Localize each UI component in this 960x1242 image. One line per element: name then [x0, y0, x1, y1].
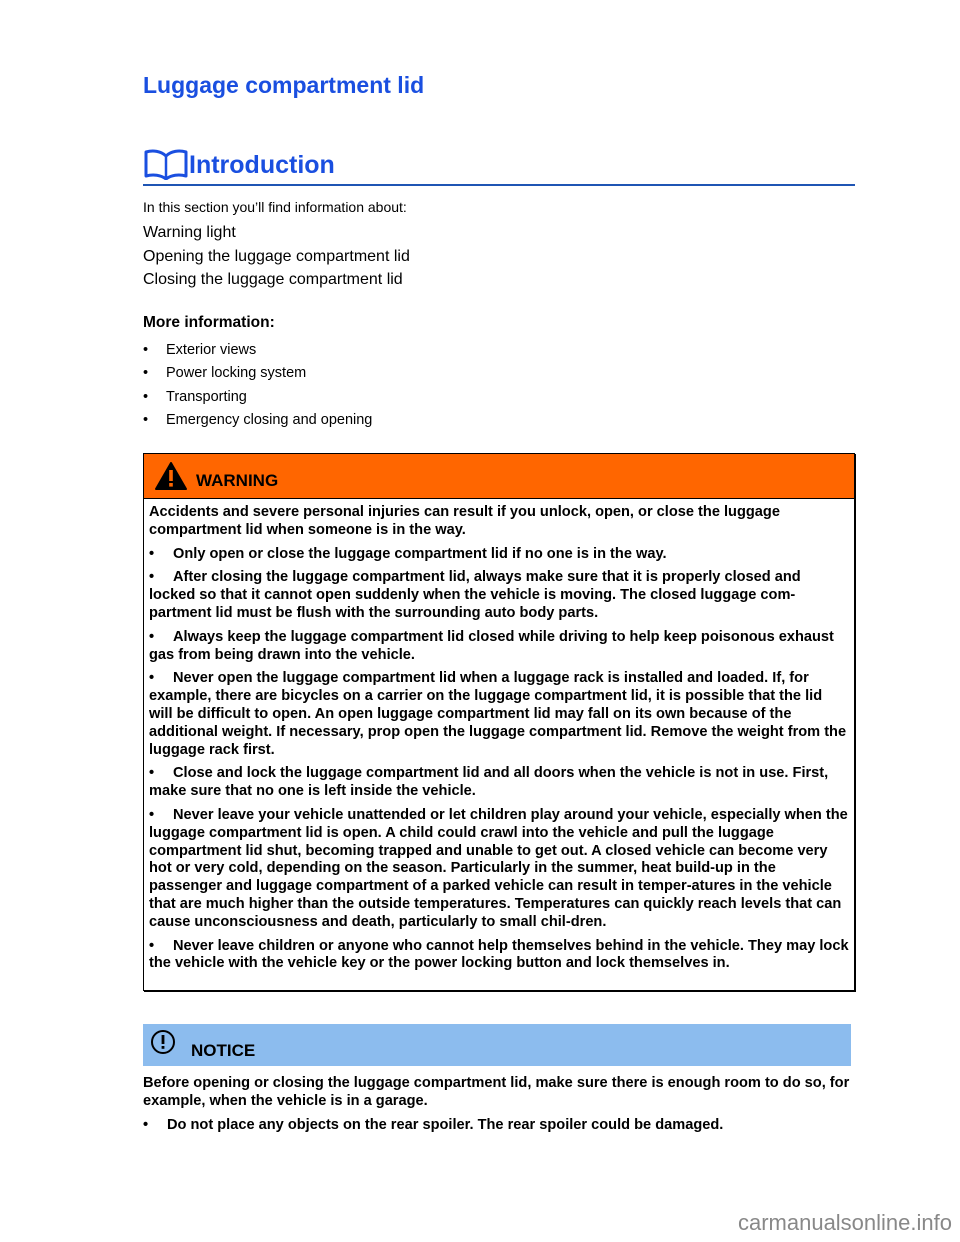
warning-item: • Never leave your vehicle unattended or let children play around your vehicle, especially when the luggage compartment lid is open. A child could crawl into the vehicle and pull the luggage compartment lid shut, becoming trapped and unable to get out. A closed vehicle can become very hot or very cold, depending on the season. Particularly in the summer, heat build-up in the passenger and luggage compartment of a parked vehicle can result in temper-atures in the vehicle that are much higher than the outside temperatures. Temperatures can quickly reach levels that can cause unconsciousness and death, particularly to small chil-dren.: [149, 806, 848, 930]
notice-intro: Before opening or closing the luggage compartment lid, make sure there is enough room to do so, for example, when the vehicle is in a garage.: [143, 1075, 850, 1109]
warning-item: • After closing the luggage compartment lid, always make sure that it is properly closed and locked so that it cannot open suddenly when the vehicle is moving. The closed luggage com-partment lid must be flush with the surrounding auto body parts.: [149, 569, 801, 621]
more-info-list: [143, 341, 372, 434]
warning-item: • Never open the luggage compartment lid when a luggage rack is installed and loaded. If, for example, there are bicycles on a carrier on the luggage compartment lid, it is possible that the lid will be difficult to open. An open luggage compartment lid may fall on its own because of the additional weight. If necessary, prop open the luggage compartment lid. Remove the weight from the luggage rack first.: [149, 670, 847, 758]
warning-box: [143, 453, 855, 991]
link-closing-lid[interactable]: Closing the luggage compartment lid: [143, 271, 403, 288]
notice-header: [143, 1024, 851, 1066]
warning-item: • Never leave children or anyone who cannot help themselves behind in the vehicle. They may lock the vehicle with the vehicle key or the power locking button and lock themselves in.: [149, 937, 849, 972]
topic-links: [143, 223, 410, 294]
intro-lead: In this section you’ll find information about:: [143, 199, 407, 215]
intro-header: [143, 146, 855, 186]
notice-item: • Do not place any objects on the rear spoiler. The rear spoiler could be damaged.: [143, 1116, 724, 1133]
notice-exclamation-icon: [150, 1029, 176, 1055]
warning-body: [144, 499, 854, 973]
list-item[interactable]: • Power locking system: [143, 364, 372, 387]
watermark: carmanualsonline.info: [737, 1210, 952, 1235]
link-opening-lid[interactable]: Opening the luggage compartment lid: [143, 247, 410, 265]
list-item[interactable]: • Exterior views: [143, 341, 372, 364]
list-item[interactable]: • Transporting: [143, 388, 372, 411]
warning-triangle-icon: [154, 461, 188, 491]
notice-body: [143, 1075, 855, 1140]
more-info-heading: More information:: [143, 314, 275, 331]
link-warning-light[interactable]: Warning light: [143, 224, 236, 241]
more-info-emergency[interactable]: Emergency closing and opening: [166, 411, 373, 428]
notice-label: NOTICE: [191, 1041, 256, 1060]
warning-item: • Close and lock the luggage compartment lid and all doors when the vehicle is not in use. First, make sure that no one is left inside the vehicle.: [149, 765, 829, 800]
warning-label: WARNING: [196, 471, 279, 490]
warning-item: • Always keep the luggage compartment lid closed while driving to help keep poisonous exhaust gas from being drawn into the vehicle.: [149, 628, 834, 663]
book-icon: [143, 148, 189, 180]
intro-title: Introduction: [189, 151, 335, 179]
list-item[interactable]: • Emergency closing and opening: [143, 411, 372, 434]
warning-intro: Accidents and severe personal injuries can result if you unlock, open, or close the luggage compartment lid when someone is in the way.: [149, 504, 780, 538]
more-info-power-locking[interactable]: Power locking system: [166, 365, 307, 382]
warning-item: • Only open or close the luggage compartment lid if no one is in the way.: [149, 545, 667, 562]
more-info-transporting[interactable]: Transporting: [166, 388, 247, 405]
more-info-exterior-views[interactable]: Exterior views: [166, 342, 257, 358]
warning-header: [144, 454, 854, 499]
section-title: Luggage compartment lid: [143, 72, 425, 98]
